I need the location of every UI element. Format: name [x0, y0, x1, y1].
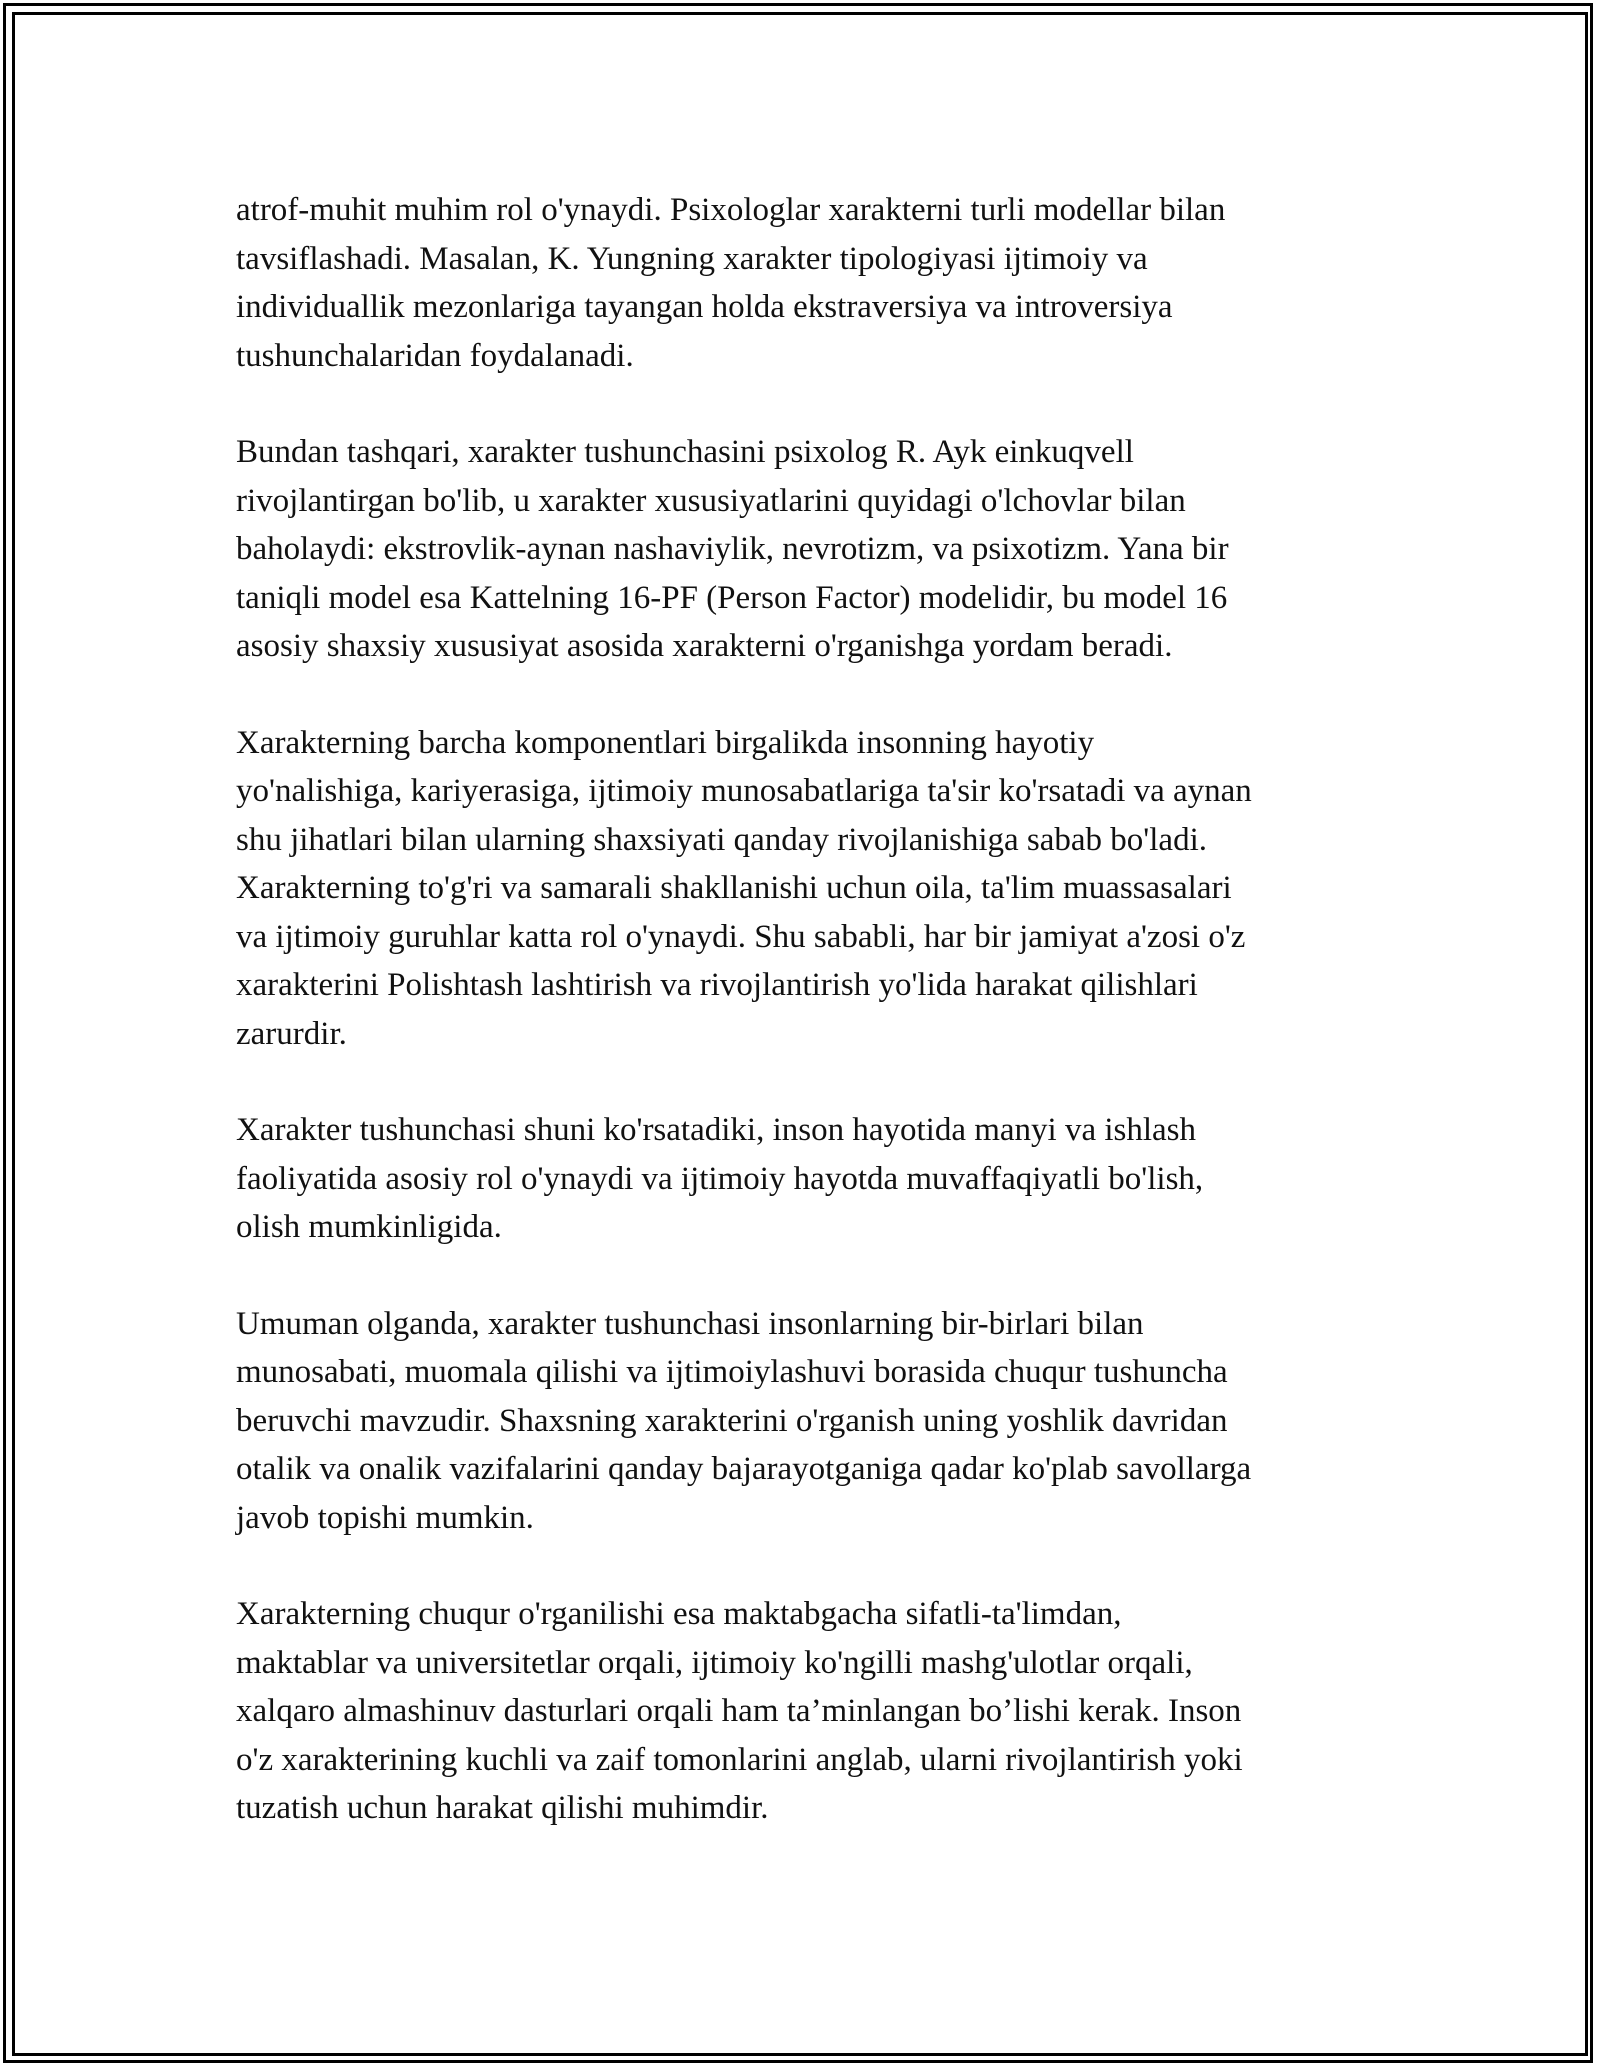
text-line: yo'nalishiga, kariyerasiga, ijtimoiy munosabatlariga ta'sir ko'rsatadi va aynan: [236, 773, 1252, 809]
text-line: va ijtimoiy guruhlar katta rol o'ynaydi. Shu sababli, har bir jamiyat a'zosi o'z: [236, 918, 1246, 955]
paragraph-3: [236, 719, 1386, 1059]
paragraph-4: [236, 1106, 1386, 1252]
text-line: faoliyatida asosiy rol o'ynaydi va ijtimoiy hayotda muvaffaqiyatli bo'lish,: [236, 1160, 1204, 1197]
text-line: tuzatish uchun harakat qilishi muhimdir.: [236, 1790, 769, 1826]
text-line: rivojlantirgan bo'lib, u xarakter xususiyatlarini quyidagi o'lchovlar bilan: [236, 482, 1186, 519]
text-line: o'z xarakterining kuchli va zaif tomonlarini anglab, ularni rivojlantirish yoki: [236, 1741, 1243, 1778]
text-line: tushunchalaridan foydalanadi.: [236, 337, 634, 374]
text-line: munosabati, muomala qilishi va ijtimoiylashuvi borasida chuqur tushuncha: [236, 1354, 1228, 1390]
text-line: olish mumkinligida.: [236, 1209, 502, 1245]
text-line: tavsiflashadi. Masalan, K. Yungning xarakter tipologiyasi ijtimoiy va: [236, 240, 1148, 277]
text-line: atrof-muhit muhim rol o'ynaydi. Psixologlar xarakterni turli modellar bilan: [236, 192, 1226, 228]
text-line: Umuman olganda, xarakter tushunchasi insonlarning bir-birlari bilan: [236, 1305, 1144, 1342]
document-body: [236, 186, 1386, 1881]
paragraph-1: [236, 186, 1386, 380]
text-line: maktablar va universitetlar orqali, ijtimoiy ko'ngilli mashg'ulotlar orqali,: [236, 1644, 1193, 1681]
paragraph-5: [236, 1300, 1386, 1543]
text-line: Xarakterning chuqur o'rganilishi esa maktabgacha sifatli-ta'limdan,: [236, 1596, 1122, 1632]
text-line: asosiy shaxsiy xususiyat asosida xarakterni o'rganishga yordam beradi.: [236, 628, 1173, 664]
text-line: Xarakterning to'g'ri va samarali shakllanishi uchun oila, ta'lim muassasalari: [236, 870, 1232, 906]
text-line: Bundan tashqari, xarakter tushunchasini psixolog R. Ayk einkuqvell: [236, 434, 1134, 470]
text-line: baholaydi: ekstrovlik-aynan nashaviylik, nevrotizm, va psixotizm. Yana bir: [236, 531, 1229, 567]
text-line: javob topishi mumkin.: [236, 1499, 534, 1536]
text-line: xarakterini Polishtash lashtirish va rivojlantirish yo'lida harakat qilishlari: [236, 967, 1198, 1003]
text-line: xalqaro almashinuv dasturlari orqali ham ta’minlangan bo’lishi kerak. Inson: [236, 1693, 1242, 1729]
text-line: beruvchi mavzudir. Shaxsning xarakterini o'rganish uning yoshlik davridan: [236, 1402, 1228, 1439]
text-line: individuallik mezonlariga tayangan holda ekstraversiya va introversiya: [236, 289, 1173, 325]
paragraph-2: [236, 428, 1386, 671]
text-line: zarurdir.: [236, 1015, 347, 1052]
text-line: shu jihatlari bilan ularning shaxsiyati qanday rivojlanishiga sabab bo'ladi.: [236, 821, 1207, 858]
text-line: Xarakterning barcha komponentlari birgalikda insonning hayotiy: [236, 724, 1095, 761]
text-line: Xarakter tushunchasi shuni ko'rsatadiki, inson hayotida manyi va ishlash: [236, 1112, 1197, 1148]
text-line: otalik va onalik vazifalarini qanday bajarayotganiga qadar ko'plab savollarga: [236, 1451, 1252, 1487]
text-line: taniqli model esa Kattelning 16-PF (Person Factor) modelidir, bu model 16: [236, 579, 1228, 616]
paragraph-6: [236, 1590, 1386, 1833]
